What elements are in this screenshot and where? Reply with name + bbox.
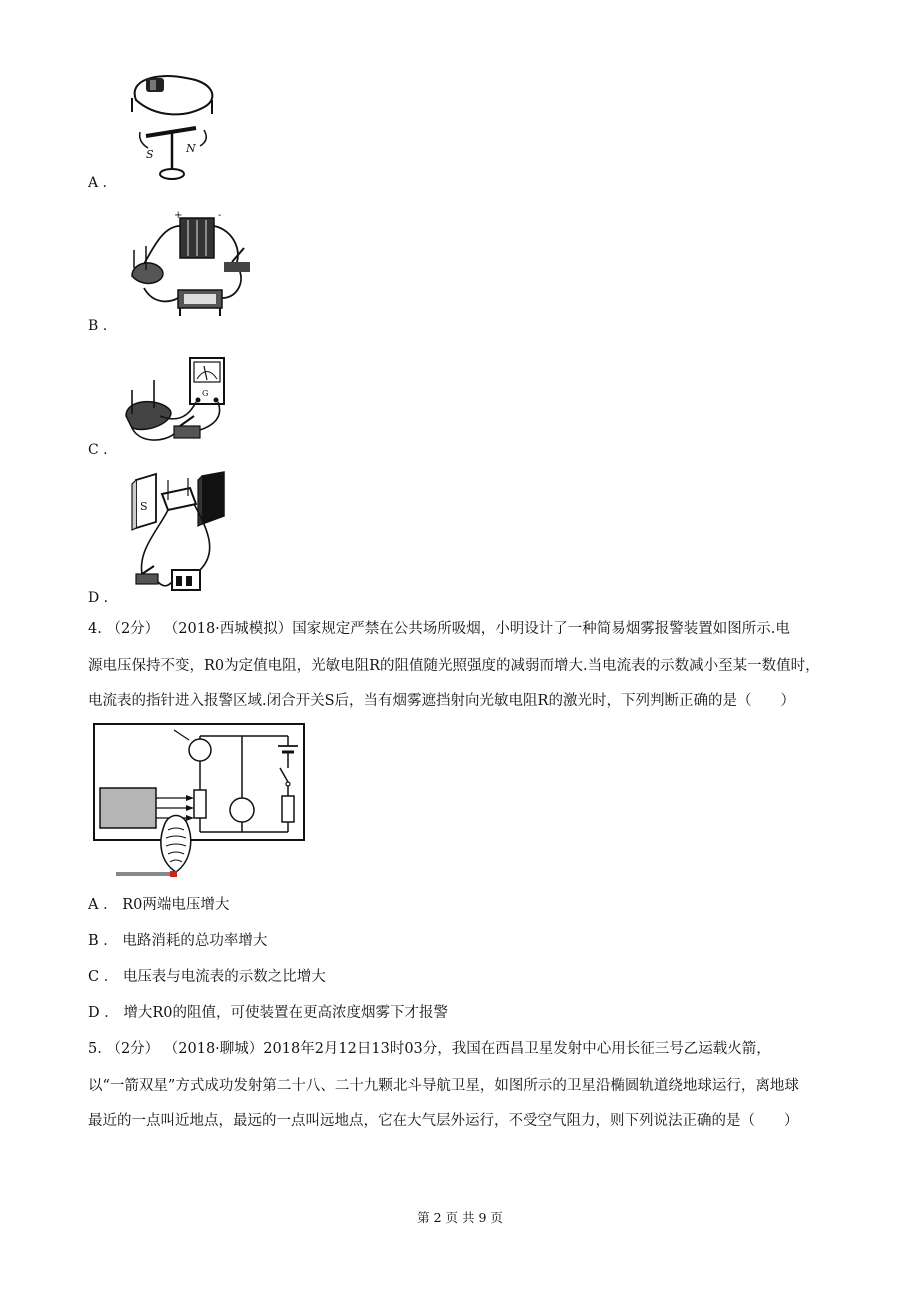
smoke-alarm-circuit-drawing (90, 722, 310, 882)
option-a-label: A . (88, 175, 108, 191)
q4-option-c: C ． 电压表与电流表的示数之比增大 (88, 969, 326, 985)
figure-a-oersted (126, 70, 222, 186)
q4-option-d: D ． 增大R0的阻值，可使装置在更高浓度烟雾下才报警 (88, 1005, 448, 1021)
q4-line-2: 源电压保持不变，R0为定值电阻，光敏电阻R的阻值随光照强度的减弱而增大.当电流表的示数减小至某一数值时， (88, 658, 820, 674)
svg-text:-: - (218, 210, 222, 221)
q5-line-2: 以“一箭双星”方式成功发射第二十八、二十九颗北斗导航卫星，如图所示的卫星沿椭圆轨道绕地球运行，离地球 (88, 1078, 799, 1094)
svg-text:+: + (174, 210, 183, 221)
figure-b-motor-circuit (124, 206, 264, 318)
galvanometer-circuit-drawing (120, 354, 230, 450)
oersted-experiment-drawing (126, 70, 222, 186)
q5-line-1: 5. （2分） （2018·聊城）2018年2月12日13时03分，我国在西昌卫星发射中心用长征三号乙运载火箭， (88, 1041, 771, 1057)
option-b-label: B . (88, 318, 108, 334)
option-c-label: C . (88, 442, 108, 458)
label-s: S (146, 148, 154, 161)
q4-line-1: 4. （2分） （2018·西城模拟）国家规定严禁在公共场所吸烟，小明设计了一种简易烟雾报警装置如图所示.电 (88, 621, 790, 637)
motor-circuit-drawing (124, 206, 264, 318)
svg-text:S: S (140, 500, 148, 513)
option-d-label: D . (88, 590, 109, 606)
meter-g-label: G (202, 389, 209, 398)
figure-smoke-alarm-circuit (90, 722, 310, 882)
magnet-circuit-drawing (128, 470, 228, 604)
figure-d-magnet-circuit (128, 470, 228, 604)
q5-line-3: 最近的一点叫近地点，最远的一点叫远地点，它在大气层外运行，不受空气阻力，则下列说法正确的是（ ） (88, 1113, 799, 1129)
page-number-footer: 第 2 页 共 9 页 (417, 1210, 503, 1225)
q4-line-3: 电流表的指针进入报警区域.闭合开关S后，当有烟雾遮挡射向光敏电阻R的激光时，下列判断正确的是（ ） (88, 693, 795, 709)
label-n: N (186, 142, 196, 155)
q4-option-b: B ． 电路消耗的总功率增大 (88, 933, 268, 949)
q4-option-a: A ． R0两端电压增大 (88, 897, 230, 913)
figure-c-galvanometer (120, 354, 230, 450)
